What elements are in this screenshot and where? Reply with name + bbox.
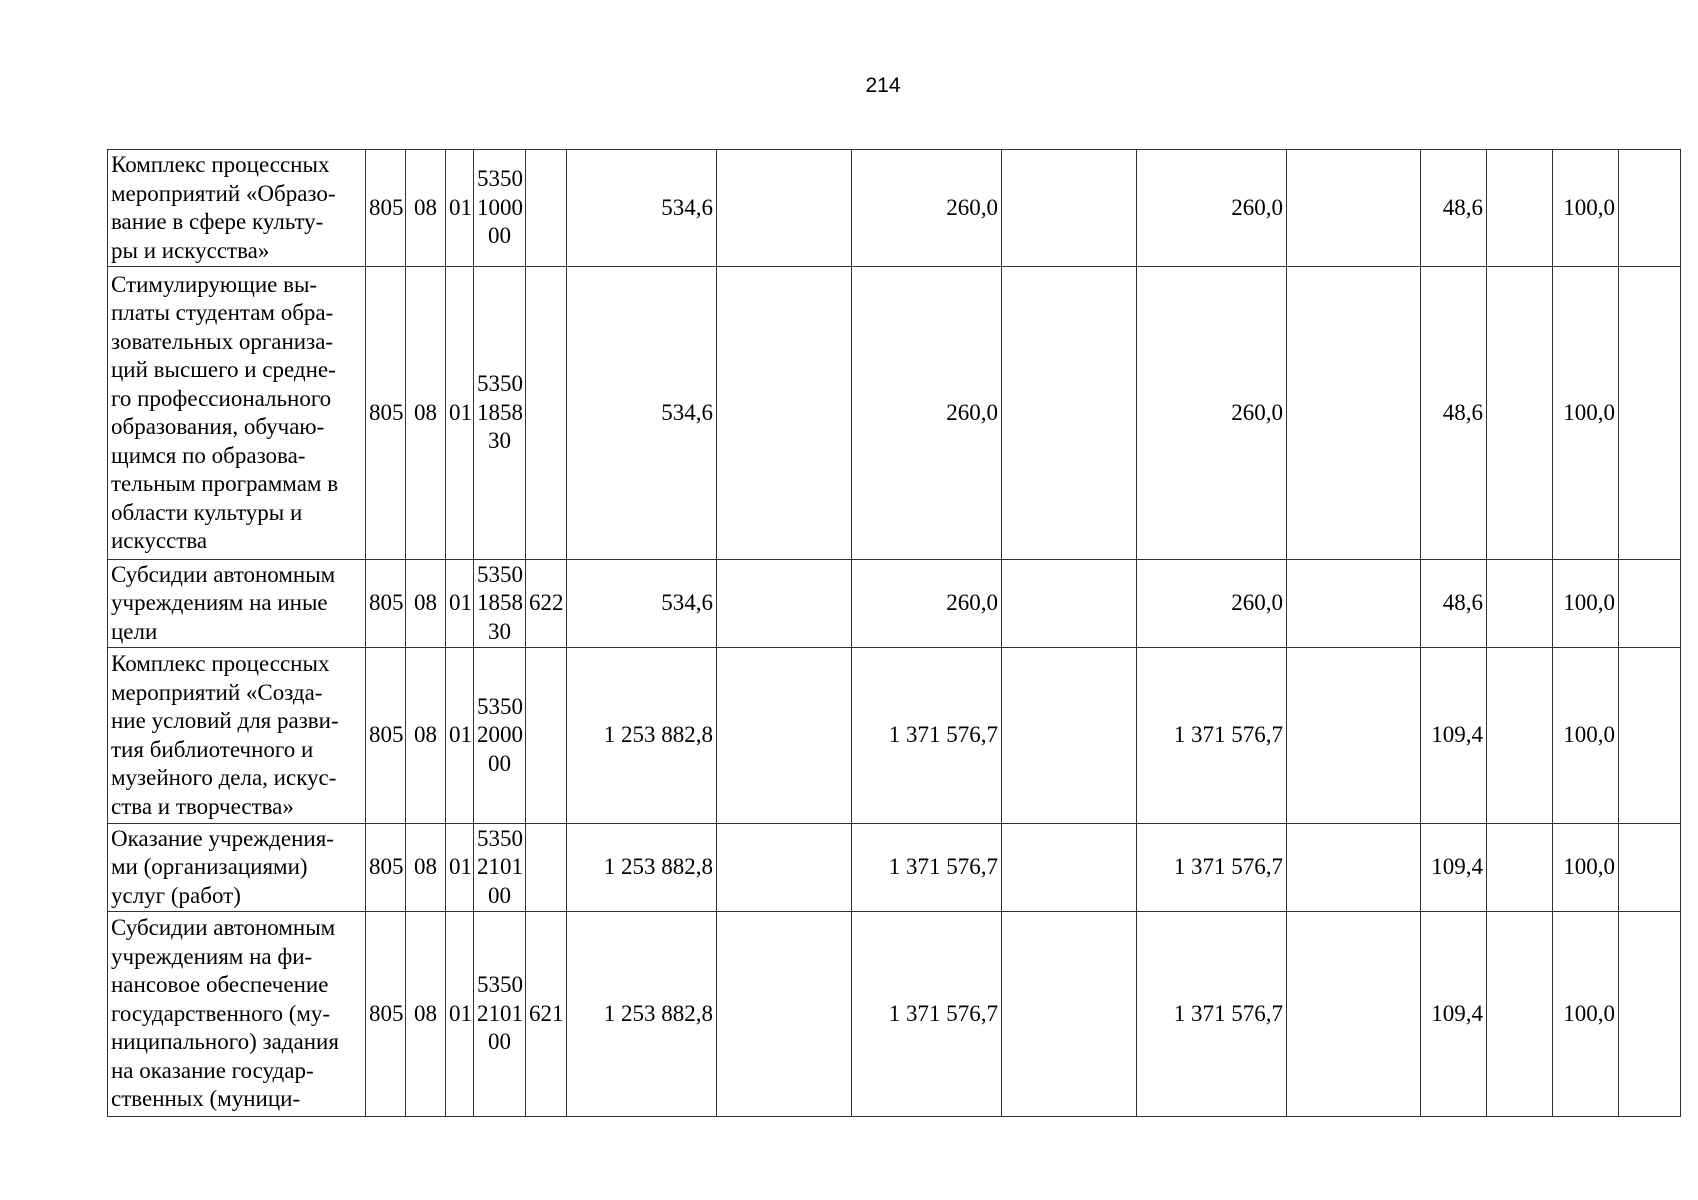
empty-cell	[1487, 560, 1553, 648]
percent-2-cell: 100,0	[1553, 267, 1619, 560]
empty-cell	[717, 824, 852, 912]
csr-cell	[474, 912, 526, 1117]
csr-part: 1858	[477, 590, 523, 616]
empty-cell	[1287, 824, 1421, 912]
csr-cell	[474, 648, 526, 824]
csr-cell	[474, 150, 526, 267]
value-1-cell: 534,6	[567, 267, 717, 560]
empty-cell	[1487, 824, 1553, 912]
table-row	[108, 824, 1681, 912]
percent-1-cell: 48,6	[1421, 150, 1487, 267]
row-name-line: услуг (работ)	[111, 882, 241, 908]
csr-part: 2000	[477, 722, 523, 748]
empty-cell	[1619, 150, 1681, 267]
empty-cell	[1487, 150, 1553, 267]
empty-cell	[1287, 267, 1421, 560]
value-3-cell: 260,0	[1137, 150, 1287, 267]
empty-cell	[1619, 824, 1681, 912]
value-1-cell: 1 253 882,8	[567, 648, 717, 824]
row-name-line: Комплекс процессных	[111, 152, 330, 177]
row-name-line: государственного (му-	[111, 1000, 331, 1026]
csr-part: 1858	[477, 399, 523, 425]
percent-2-cell: 100,0	[1553, 912, 1619, 1117]
row-name-cell	[108, 912, 366, 1117]
row-name-line: на оказание государ-	[111, 1057, 314, 1083]
empty-cell	[717, 150, 852, 267]
row-name-line: музейного дела, искус-	[111, 765, 337, 790]
empty-cell	[1287, 648, 1421, 824]
rz-cell: 08	[406, 150, 446, 267]
row-name-line: платы студентам обра-	[111, 300, 334, 325]
empty-cell	[1487, 912, 1553, 1117]
empty-cell	[1002, 824, 1137, 912]
row-name-line: щимся по образова-	[111, 442, 306, 468]
row-name-cell	[108, 150, 366, 267]
value-2-cell: 260,0	[852, 267, 1002, 560]
row-name-line: тельным программам в	[111, 471, 339, 496]
csr-part: 2101	[477, 1000, 523, 1026]
csr-part: 5350	[477, 166, 523, 192]
percent-2-cell: 100,0	[1553, 150, 1619, 267]
empty-cell	[1619, 912, 1681, 1117]
value-2-cell: 260,0	[852, 150, 1002, 267]
empty-cell	[1002, 150, 1137, 267]
csr-part: 5350	[477, 825, 523, 851]
rz-cell: 08	[406, 824, 446, 912]
csr-part: 30	[488, 618, 511, 644]
rz-cell: 08	[406, 648, 446, 824]
grbs-cell: 805	[366, 150, 406, 267]
row-name-cell	[108, 560, 366, 648]
csr-part: 5350	[477, 693, 523, 719]
row-name-line: Субсидии автономным	[111, 915, 336, 941]
vr-cell: 622	[526, 560, 567, 648]
csr-cell	[474, 267, 526, 560]
value-1-cell: 1 253 882,8	[567, 912, 717, 1117]
percent-1-cell: 48,6	[1421, 560, 1487, 648]
row-name-line: ства и творчества»	[111, 793, 294, 819]
pr-cell: 01	[446, 267, 474, 560]
vr-cell	[526, 150, 567, 267]
rz-cell: 08	[406, 560, 446, 648]
empty-cell	[1619, 267, 1681, 560]
row-name-cell	[108, 267, 366, 560]
percent-1-cell: 109,4	[1421, 912, 1487, 1117]
value-1-cell: 534,6	[567, 150, 717, 267]
empty-cell	[1287, 560, 1421, 648]
percent-2-cell: 100,0	[1553, 824, 1619, 912]
csr-part: 5350	[477, 972, 523, 998]
value-3-cell: 1 371 576,7	[1137, 648, 1287, 824]
pr-cell: 01	[446, 150, 474, 267]
percent-1-cell: 48,6	[1421, 267, 1487, 560]
csr-part: 5350	[477, 561, 523, 587]
row-name-line: Комплекс процессных	[111, 651, 330, 676]
empty-cell	[1287, 912, 1421, 1117]
empty-cell	[717, 912, 852, 1117]
row-name-line: Субсидии автономным	[111, 561, 336, 587]
value-3-cell: 260,0	[1137, 267, 1287, 560]
vr-cell: 621	[526, 912, 567, 1117]
value-1-cell: 534,6	[567, 560, 717, 648]
grbs-cell: 805	[366, 824, 406, 912]
value-3-cell: 260,0	[1137, 560, 1287, 648]
empty-cell	[1002, 912, 1137, 1117]
table-row	[108, 267, 1681, 560]
row-name-line: ственных (муници-	[111, 1086, 301, 1112]
row-name-line: нансовое обеспечение	[111, 972, 329, 998]
empty-cell	[1002, 267, 1137, 560]
row-name-line: ние условий для разви-	[111, 708, 339, 733]
rz-cell: 08	[406, 912, 446, 1117]
csr-cell	[474, 560, 526, 648]
row-name-line: Стимулирующие вы-	[111, 271, 318, 297]
empty-cell	[717, 560, 852, 648]
row-name-line: тия библиотечного и	[111, 736, 314, 762]
row-name-line: го профессионального	[111, 385, 332, 411]
row-name-line: ми (организациями)	[111, 854, 308, 880]
pr-cell: 01	[446, 560, 474, 648]
row-name-line: мероприятий «Созда-	[111, 679, 323, 705]
percent-1-cell: 109,4	[1421, 648, 1487, 824]
table-body	[108, 150, 1681, 1117]
empty-cell	[1487, 648, 1553, 824]
table-row	[108, 560, 1681, 648]
row-name-cell	[108, 824, 366, 912]
csr-part: 30	[488, 428, 511, 454]
empty-cell	[1287, 150, 1421, 267]
grbs-cell: 805	[366, 267, 406, 560]
pr-cell: 01	[446, 648, 474, 824]
grbs-cell: 805	[366, 560, 406, 648]
row-name-line: ры и искусства»	[111, 237, 270, 263]
vr-cell	[526, 824, 567, 912]
pr-cell: 01	[446, 912, 474, 1117]
csr-part: 00	[488, 223, 511, 249]
row-name-line: цели	[111, 618, 158, 644]
row-name-cell	[108, 648, 366, 824]
csr-part: 00	[488, 882, 511, 908]
grbs-cell: 805	[366, 912, 406, 1117]
percent-2-cell: 100,0	[1553, 560, 1619, 648]
csr-part: 00	[488, 750, 511, 776]
vr-cell	[526, 267, 567, 560]
row-name-line: учреждениям на иные	[111, 590, 328, 616]
row-name-line: вание в сфере культу-	[111, 209, 324, 234]
csr-part: 1000	[477, 194, 523, 220]
row-name-line: образования, обучаю-	[111, 414, 325, 439]
budget-table	[107, 149, 1681, 1117]
row-name-line: мероприятий «Образо-	[111, 180, 336, 206]
row-name-line: Оказание учреждения-	[111, 825, 334, 851]
value-2-cell: 1 371 576,7	[852, 912, 1002, 1117]
row-name-line: искусства	[111, 528, 208, 553]
table-row	[108, 648, 1681, 824]
percent-1-cell: 109,4	[1421, 824, 1487, 912]
value-2-cell: 1 371 576,7	[852, 648, 1002, 824]
value-3-cell: 1 371 576,7	[1137, 912, 1287, 1117]
empty-cell	[1487, 267, 1553, 560]
empty-cell	[717, 648, 852, 824]
table-row	[108, 150, 1681, 267]
value-2-cell: 1 371 576,7	[852, 824, 1002, 912]
empty-cell	[1619, 648, 1681, 824]
csr-part: 2101	[477, 854, 523, 880]
rz-cell: 08	[406, 267, 446, 560]
csr-part: 00	[488, 1029, 511, 1055]
row-name-line: ниципального) задания	[111, 1029, 339, 1055]
row-name-line: учреждениям на фи-	[111, 943, 313, 969]
page-number: 214	[865, 74, 901, 97]
percent-2-cell: 100,0	[1553, 648, 1619, 824]
empty-cell	[717, 267, 852, 560]
grbs-cell: 805	[366, 648, 406, 824]
value-3-cell: 1 371 576,7	[1137, 824, 1287, 912]
empty-cell	[1002, 560, 1137, 648]
csr-cell	[474, 824, 526, 912]
table-row	[108, 912, 1681, 1117]
row-name-line: области культуры и	[111, 499, 303, 525]
empty-cell	[1619, 560, 1681, 648]
pr-cell: 01	[446, 824, 474, 912]
csr-part: 5350	[477, 371, 523, 397]
vr-cell	[526, 648, 567, 824]
value-1-cell: 1 253 882,8	[567, 824, 717, 912]
row-name-line: зовательных организа-	[111, 328, 334, 354]
empty-cell	[1002, 648, 1137, 824]
row-name-line: ций высшего и средне-	[111, 357, 336, 382]
value-2-cell: 260,0	[852, 560, 1002, 648]
